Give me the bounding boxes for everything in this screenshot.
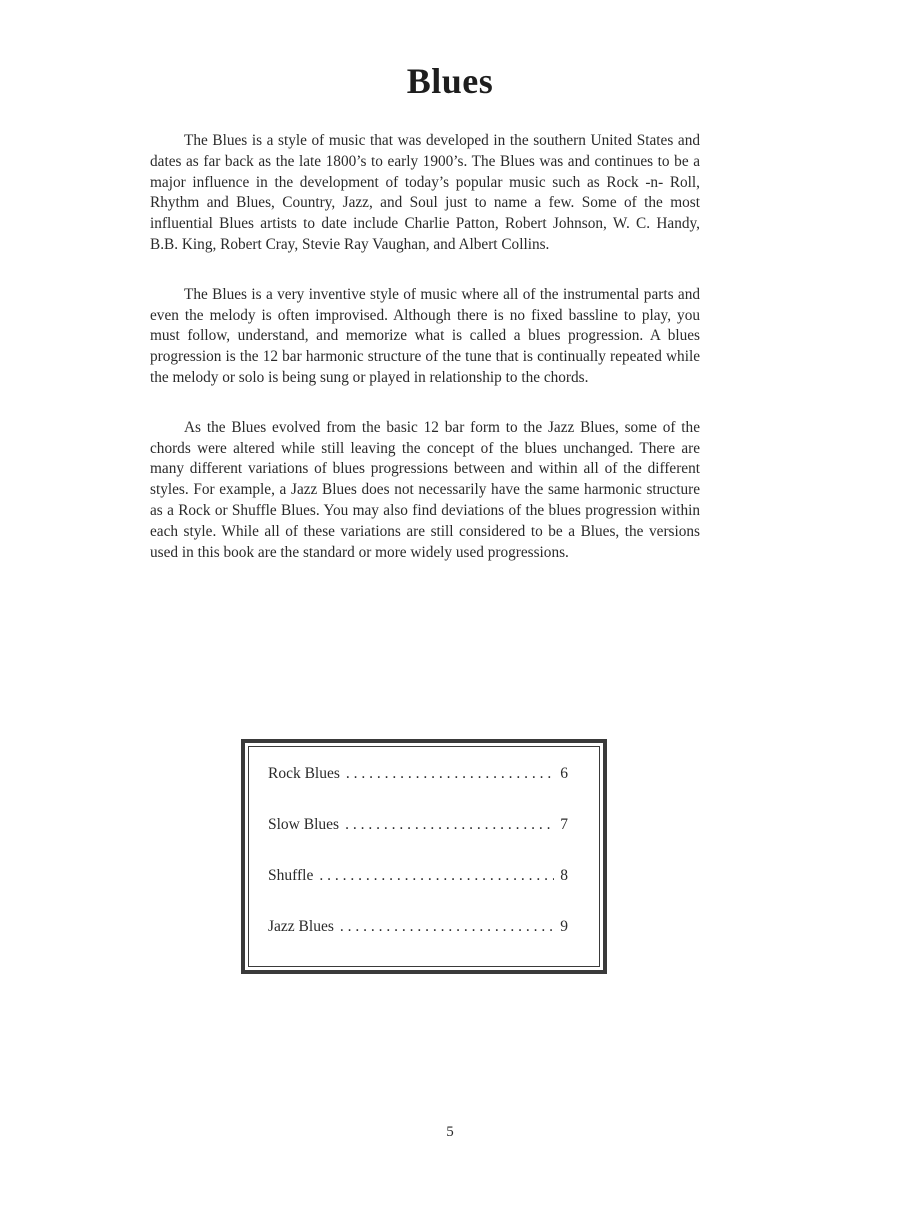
toc-item-label: Rock Blues [268, 765, 340, 782]
improvisation-paragraph: The Blues is a very inventive style of music where all of the instrumental parts and even the melody is often improvised. Although there is no fixed bassline to play, you must follow, understand, and memorize what is called a blues progression. A blues progression is the 12 bar harmonic structure of the tune that is continually repeated while the melody or solo is being sung or played in relationship to the chords. [150, 285, 700, 386]
toc-item-page: 7 [560, 816, 568, 833]
toc-leader-dots [319, 867, 554, 885]
toc-item-label: Shuffle [268, 867, 314, 884]
toc-item-label: Slow Blues [268, 816, 340, 833]
toc-leader-dots [340, 918, 554, 936]
toc-item-rock-blues[interactable] [268, 765, 568, 816]
table-of-contents [241, 739, 607, 974]
intro-paragraph: The Blues is a style of music that was developed in the southern United States and dates as far back as the late 1800’s to early 1900’s. The Blues was and continues to be a major influence in the development of today’s popular music such as Rock -n- Roll, Rhythm and Blues, Country, Jazz, and Soul just to name a few. Some of the most influential Blues artists to date include Charlie Patton, Robert Johnson, W. C. Handy, B.B. King, Robert Cray, Stevie Ray Vaughan, and Albert Collins. [150, 132, 700, 253]
toc-item-page: 9 [560, 918, 568, 935]
page-number: 5 [446, 1124, 454, 1140]
toc-item-label: Jazz Blues [268, 918, 334, 935]
page-title: Blues [406, 61, 494, 101]
toc-item-jazz-blues[interactable] [268, 918, 568, 969]
toc-leader-dots [345, 816, 554, 834]
toc-item-slow-blues[interactable] [268, 816, 568, 867]
variations-paragraph: As the Blues evolved from the basic 12 bar form to the Jazz Blues, some of the chords were altered while still leaving the concept of the blues unchanged. There are many different variations of blues progressions between and within all of the different styles. For example, a Jazz Blues does not necessarily have the same harmonic structure as a Rock or Shuffle Blues. You may also find deviations of the blues progression within each style. While all of these variations are still considered to be a Blues, the versions used in this book are the standard or more widely used progressions. [150, 418, 700, 561]
toc-item-shuffle[interactable] [268, 867, 568, 918]
body-text [150, 131, 700, 563]
toc-list [268, 765, 568, 969]
toc-item-page: 6 [560, 765, 568, 782]
toc-leader-dots [346, 765, 554, 783]
toc-item-page: 8 [560, 867, 568, 884]
